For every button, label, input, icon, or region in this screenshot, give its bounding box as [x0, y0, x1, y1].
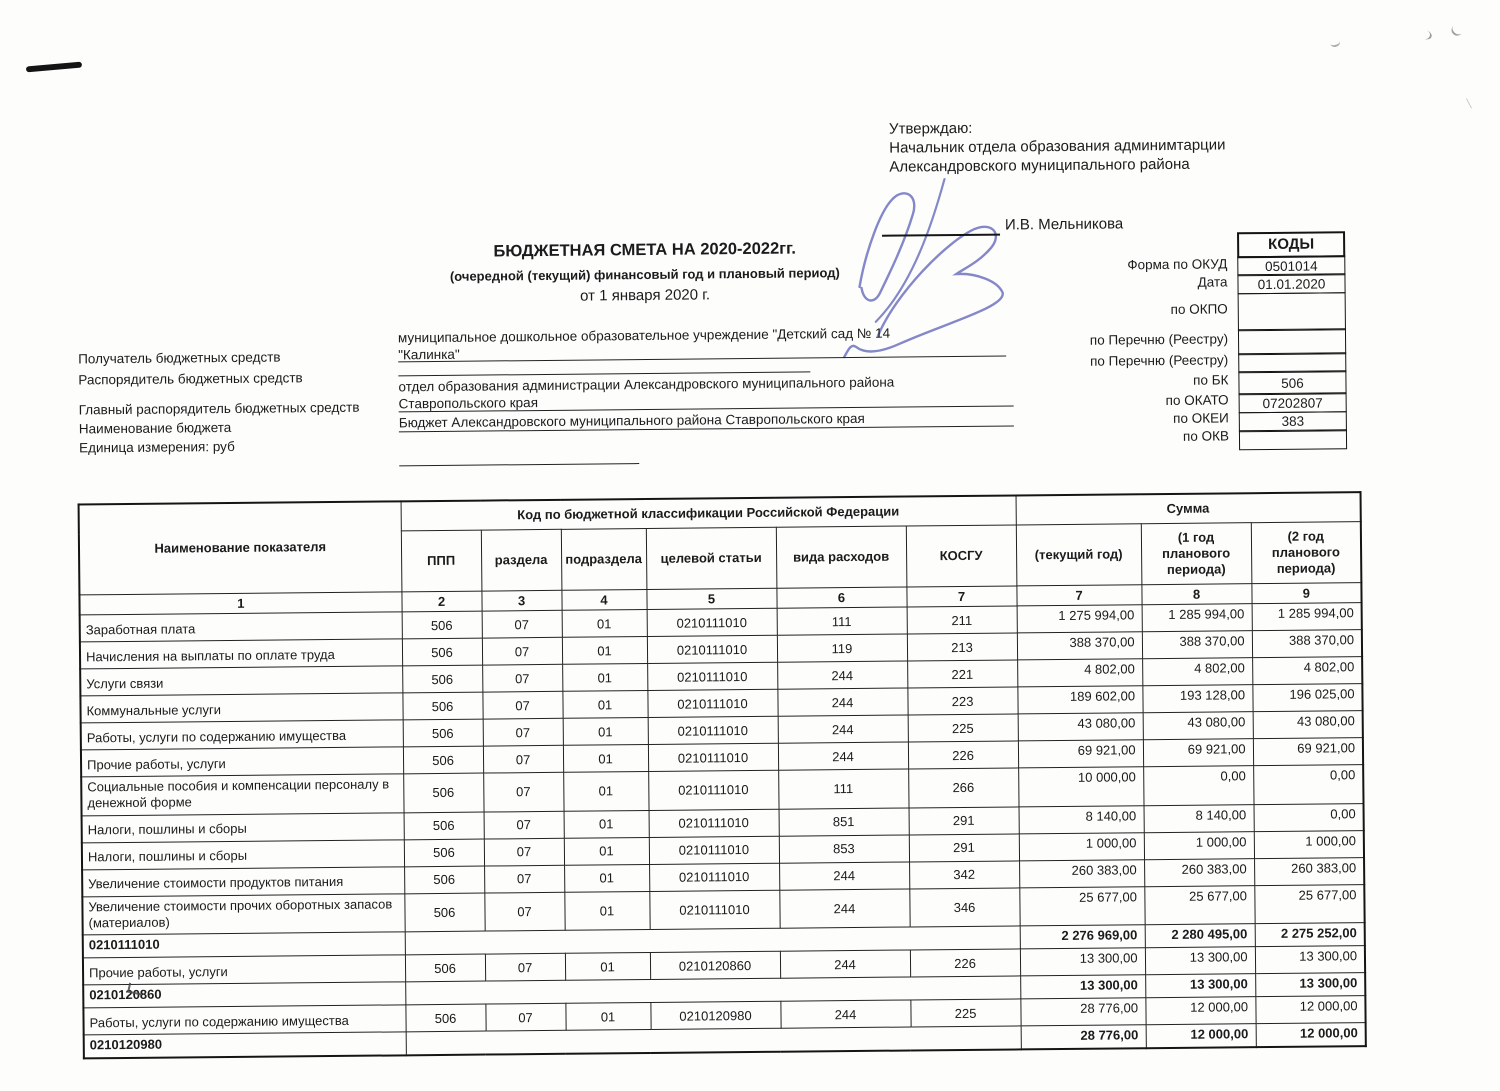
chief-manager-value-line1: отдел образования администрации Александровского муниципального района — [398, 374, 895, 395]
codes-row-label: по БК — [1193, 371, 1229, 388]
document-date: от 1 января 2020 г. — [580, 286, 711, 305]
target-article-code: 0210111010 — [649, 836, 779, 864]
col-num: 2 — [401, 591, 481, 612]
target-article-code: 0210111010 — [648, 743, 778, 771]
kosgu-code: 342 — [909, 860, 1019, 888]
target-article-code: 0210111010 — [649, 809, 779, 837]
subsection-code: 01 — [564, 864, 649, 892]
document-title-block — [377, 238, 913, 306]
approval-block — [889, 116, 1270, 177]
sum-plan-year-2: 0,00 — [1254, 803, 1364, 831]
sum-plan-year-2: 25 677,00 — [1254, 884, 1364, 924]
ppp-code: 506 — [404, 866, 484, 894]
codes-box — [1237, 231, 1347, 450]
sum-plan-year-2: 12 000,00 — [1256, 1023, 1366, 1048]
sum-current-year: 1 000,00 — [1019, 832, 1144, 860]
codes-value-okato: 07202807 — [1239, 393, 1347, 414]
indicator-name: Услуги связи — [80, 666, 402, 696]
sum-current-year: 260 383,00 — [1019, 859, 1144, 887]
header-ppp: ППП — [401, 530, 482, 592]
ppp-code: 506 — [403, 719, 483, 747]
expense-type-code: 244 — [780, 950, 910, 978]
col-num: 7 — [1016, 585, 1141, 606]
ppp-code: 506 — [404, 893, 484, 932]
expense-type-code: 244 — [779, 888, 909, 928]
sum-current-year: 13 300,00 — [1020, 948, 1145, 976]
target-article-code: 0210111010 — [647, 689, 777, 717]
ppp-code: 506 — [402, 692, 482, 720]
subsection-code: 01 — [562, 690, 647, 718]
empty-cell — [406, 1026, 1021, 1055]
kosgu-code: 226 — [910, 949, 1020, 977]
codes-labels — [857, 254, 1235, 448]
indicator-name: Заработная плата — [80, 612, 402, 642]
codes-row-label: по Перечню (Реестру) — [1089, 330, 1229, 348]
sum-plan-year-1: 25 677,00 — [1144, 885, 1254, 925]
codes-row-label: Форма по ОКУД — [1127, 255, 1228, 272]
indicator-name: Налоги, пошлины и сборы — [82, 839, 404, 869]
section-code: 07 — [482, 664, 562, 692]
codes-row-label: по Перечню (Реестру) — [1089, 351, 1229, 369]
kosgu-code: 225 — [910, 999, 1020, 1027]
approval-line-2: Начальник отдела образования админимтарции — [889, 136, 1226, 157]
indicator-name: Увеличение стоимости продуктов питания — [82, 866, 404, 896]
subsection-code: 01 — [563, 717, 648, 745]
sum-current-year: 388 370,00 — [1017, 632, 1142, 660]
label-budget-name: Наименование бюджета — [78, 419, 232, 437]
sum-plan-year-2: 13 300,00 — [1255, 946, 1365, 974]
target-article-code: 0210111010 — [648, 716, 778, 744]
header-kosgu: КОСГУ — [906, 525, 1017, 587]
header-indicator-name: Наименование показателя — [79, 501, 402, 595]
section-code: 07 — [484, 865, 564, 893]
col-num: 5 — [646, 588, 776, 609]
ppp-code: 506 — [404, 839, 484, 867]
sum-current-year: 69 921,00 — [1018, 740, 1143, 768]
col-num: 8 — [1141, 584, 1251, 605]
section-code: 07 — [485, 953, 565, 981]
label-manager: Распорядитель бюджетных средств — [78, 370, 303, 388]
recipient-value-line2: "Калинка" — [398, 346, 460, 363]
target-article-code: 0210111010 — [649, 890, 779, 930]
ppp-code: 506 — [405, 1004, 485, 1032]
codes-row-label: Дата — [1197, 273, 1228, 290]
sum-plan-year-2: 43 080,00 — [1253, 711, 1363, 739]
indicator-name: Работы, услуги по содержанию имущества — [81, 720, 403, 750]
subsection-code: 01 — [563, 744, 648, 772]
approval-line-3: Александровского муниципального района — [889, 155, 1190, 176]
kosgu-code: 211 — [907, 606, 1017, 634]
indicator-name: Увеличение стоимости прочих оборотных запасов (материалов) — [82, 893, 404, 935]
expense-type-code: 244 — [777, 688, 907, 716]
kosgu-code: 225 — [908, 714, 1018, 742]
sum-current-year: 8 140,00 — [1019, 805, 1144, 833]
subsection-code: 01 — [562, 636, 647, 664]
sum-plan-year-2: 260 383,00 — [1254, 857, 1364, 885]
expense-type-code: 111 — [777, 607, 907, 635]
section-code: 07 — [482, 691, 562, 719]
col-num: 4 — [561, 589, 646, 610]
sum-plan-year-1: 4 802,00 — [1142, 658, 1252, 686]
codes-value-okei: 383 — [1239, 411, 1347, 432]
sum-plan-year-2: 388 370,00 — [1252, 630, 1362, 658]
sum-plan-year-2: 1 285 994,00 — [1252, 603, 1362, 631]
sum-current-year: 28 776,00 — [1021, 1025, 1146, 1050]
sum-current-year: 1 275 994,00 — [1017, 605, 1142, 633]
target-article-code: 0210111010 — [647, 662, 777, 690]
expense-type-code: 244 — [778, 715, 908, 743]
sum-plan-year-1: 43 080,00 — [1143, 712, 1253, 740]
sum-plan-year-2: 12 000,00 — [1255, 996, 1365, 1024]
expense-type-code: 111 — [778, 769, 908, 809]
expense-type-code: 119 — [777, 634, 907, 662]
sum-plan-year-1: 388 370,00 — [1142, 631, 1252, 659]
expense-type-code: 244 — [777, 661, 907, 689]
group-code-label: 0210120860 — [83, 982, 405, 1008]
ppp-code: 506 — [403, 746, 483, 774]
section-code: 07 — [483, 745, 563, 773]
codes-value-registry-1 — [1238, 328, 1346, 355]
group-code-label: 0210111010 — [83, 932, 405, 958]
approval-line-1: Утверждаю: — [888, 119, 973, 138]
budget-table — [78, 491, 1367, 1059]
ppp-code: 506 — [403, 773, 483, 812]
section-code: 07 — [485, 1003, 565, 1031]
kosgu-code: 226 — [908, 741, 1018, 769]
sum-plan-year-1: 260 383,00 — [1144, 858, 1254, 886]
target-article-code: 0210111010 — [647, 635, 777, 663]
recipient-value-line1: муниципальное дошкольное образовательное учреждение "Детский сад № 14 — [397, 325, 891, 346]
sum-plan-year-1: 8 140,00 — [1144, 804, 1254, 832]
kosgu-code: 213 — [907, 633, 1017, 661]
subsection-code: 01 — [565, 1002, 650, 1030]
expense-type-code: 244 — [778, 742, 908, 770]
sum-current-year: 2 276 969,00 — [1020, 925, 1145, 949]
budget-table-body — [80, 603, 1366, 1059]
section-code: 07 — [482, 610, 562, 638]
kosgu-code: 291 — [909, 806, 1019, 834]
codes-row-label: по ОКПО — [1170, 300, 1228, 317]
col-num: 3 — [481, 590, 561, 611]
document-subtitle: (очередной (текущий) финансовый год и плановый период) — [449, 265, 840, 284]
target-article-code: 0210111010 — [649, 863, 779, 891]
header-plan-year-1: (1 год планового периода) — [1141, 523, 1252, 585]
header-subsection: подраздела — [561, 528, 647, 590]
expense-type-code: 244 — [779, 861, 909, 889]
ppp-code: 506 — [405, 954, 485, 982]
sum-current-year: 28 776,00 — [1020, 998, 1145, 1026]
target-article-code: 0210111010 — [647, 608, 777, 636]
ppp-code: 506 — [402, 665, 482, 693]
subsection-code: 01 — [564, 810, 649, 838]
label-chief-manager: Главный распорядитель бюджетных средств — [78, 399, 360, 418]
section-code: 07 — [483, 718, 563, 746]
col-num: 1 — [79, 592, 401, 615]
indicator-name: Прочие работы, услуги — [81, 747, 403, 777]
codes-row-label: по ОКВ — [1182, 427, 1230, 444]
indicator-name: Налоги, пошлины и сборы — [82, 812, 404, 842]
section-code: 07 — [484, 811, 564, 839]
sum-current-year: 4 802,00 — [1017, 659, 1142, 687]
sum-current-year: 43 080,00 — [1018, 713, 1143, 741]
sum-plan-year-2: 69 921,00 — [1253, 738, 1363, 766]
indicator-name: Коммунальные услуги — [80, 693, 402, 723]
sum-plan-year-1: 13 300,00 — [1145, 974, 1255, 998]
subsection-code: 01 — [562, 663, 647, 691]
sum-plan-year-1: 1 285 994,00 — [1142, 604, 1252, 632]
sum-plan-year-1: 12 000,00 — [1146, 1024, 1256, 1049]
expense-type-code: 851 — [779, 807, 909, 835]
sum-plan-year-1: 69 921,00 — [1143, 739, 1253, 767]
sum-current-year: 189 602,00 — [1017, 686, 1142, 714]
fill-line — [399, 463, 639, 466]
header-target-article: целевой статьи — [646, 527, 777, 589]
sum-plan-year-1: 193 128,00 — [1142, 685, 1252, 713]
codes-row-label: по ОКЕИ — [1173, 409, 1229, 426]
codes-value-bk: 506 — [1238, 370, 1346, 395]
sum-plan-year-1: 2 280 495,00 — [1145, 924, 1255, 948]
sum-plan-year-2: 4 802,00 — [1252, 657, 1362, 685]
section-code: 07 — [483, 772, 563, 811]
subsection-code: 01 — [564, 837, 649, 865]
document-title: БЮДЖЕТНАЯ СМЕТА НА 2020-2022гг. — [493, 239, 796, 261]
subsection-code: 01 — [562, 609, 647, 637]
sum-plan-year-2: 0,00 — [1253, 765, 1363, 805]
label-unit: Единица измерения: руб — [78, 438, 235, 456]
col-num: 6 — [776, 587, 906, 608]
section-code: 07 — [482, 637, 562, 665]
kosgu-code: 266 — [908, 768, 1018, 808]
header-section: раздела — [481, 529, 562, 591]
header-classification: Код по бюджетной классификации Российской Федерации — [401, 495, 1016, 530]
sum-plan-year-2: 196 025,00 — [1252, 684, 1362, 712]
sum-plan-year-1: 12 000,00 — [1145, 997, 1255, 1025]
sum-plan-year-1: 13 300,00 — [1145, 947, 1255, 975]
subsection-code: 01 — [565, 952, 650, 980]
sum-plan-year-1: 0,00 — [1143, 766, 1253, 806]
col-num: 7 — [906, 586, 1016, 607]
indicator-name: Прочие работы, услуги — [83, 955, 405, 985]
kosgu-code: 346 — [909, 887, 1019, 927]
kosgu-code: 221 — [907, 660, 1017, 688]
codes-value-okv — [1239, 429, 1347, 450]
header-expense-type: вида расходов — [776, 526, 907, 588]
kosgu-code: 223 — [907, 687, 1017, 715]
expense-type-code: 853 — [779, 834, 909, 862]
group-code-label: 0210120980 — [84, 1032, 406, 1059]
indicator-name: Социальные пособия и компенсации персоналу в денежной форме — [81, 774, 403, 816]
sum-current-year: 10 000,00 — [1018, 767, 1143, 807]
header-plan-year-2: (2 год планового периода) — [1251, 522, 1362, 584]
subsection-code: 01 — [563, 771, 648, 810]
codes-value-okud: 0501014 — [1237, 255, 1345, 276]
sum-plan-year-2: 13 300,00 — [1255, 973, 1365, 997]
sum-plan-year-2: 2 275 252,00 — [1255, 923, 1365, 947]
target-article-code: 0210120860 — [650, 951, 780, 979]
sum-plan-year-1: 1 000,00 — [1144, 831, 1254, 859]
codes-value-date: 01.01.2020 — [1237, 274, 1345, 295]
chief-manager-value-line2: Ставропольского края — [398, 395, 539, 412]
codes-row-label: по ОКАТО — [1165, 391, 1229, 408]
ppp-code: 506 — [404, 812, 484, 840]
kosgu-code: 291 — [909, 833, 1019, 861]
header-current-year: (текущий год) — [1016, 524, 1142, 586]
indicator-name: Работы, услуги по содержанию имущества — [83, 1005, 405, 1035]
ppp-code: 506 — [402, 611, 482, 639]
target-article-code: 0210111010 — [648, 770, 778, 810]
ppp-code: 506 — [402, 638, 482, 666]
codes-value-okpo — [1238, 292, 1346, 331]
target-article-code: 0210120980 — [650, 1001, 780, 1029]
sum-plan-year-2: 1 000,00 — [1254, 830, 1364, 858]
indicator-name: Начисления на выплаты по оплате труда — [80, 639, 402, 669]
section-code: 07 — [484, 838, 564, 866]
label-recipient: Получатель бюджетных средств — [78, 349, 281, 367]
budget-name-value: Бюджет Александровского муниципального района Ставропольского края — [398, 410, 865, 431]
sum-current-year: 25 677,00 — [1019, 886, 1144, 926]
signer-name: И.В. Мельникова — [1004, 215, 1124, 234]
section-code: 07 — [484, 892, 564, 931]
sum-current-year: 13 300,00 — [1020, 975, 1145, 999]
expense-type-code: 244 — [780, 1000, 910, 1028]
codes-box-header: КОДЫ — [1237, 231, 1345, 258]
subsection-code: 01 — [564, 891, 649, 930]
header-sum: Сумма — [1016, 492, 1361, 525]
col-num: 9 — [1251, 583, 1361, 604]
